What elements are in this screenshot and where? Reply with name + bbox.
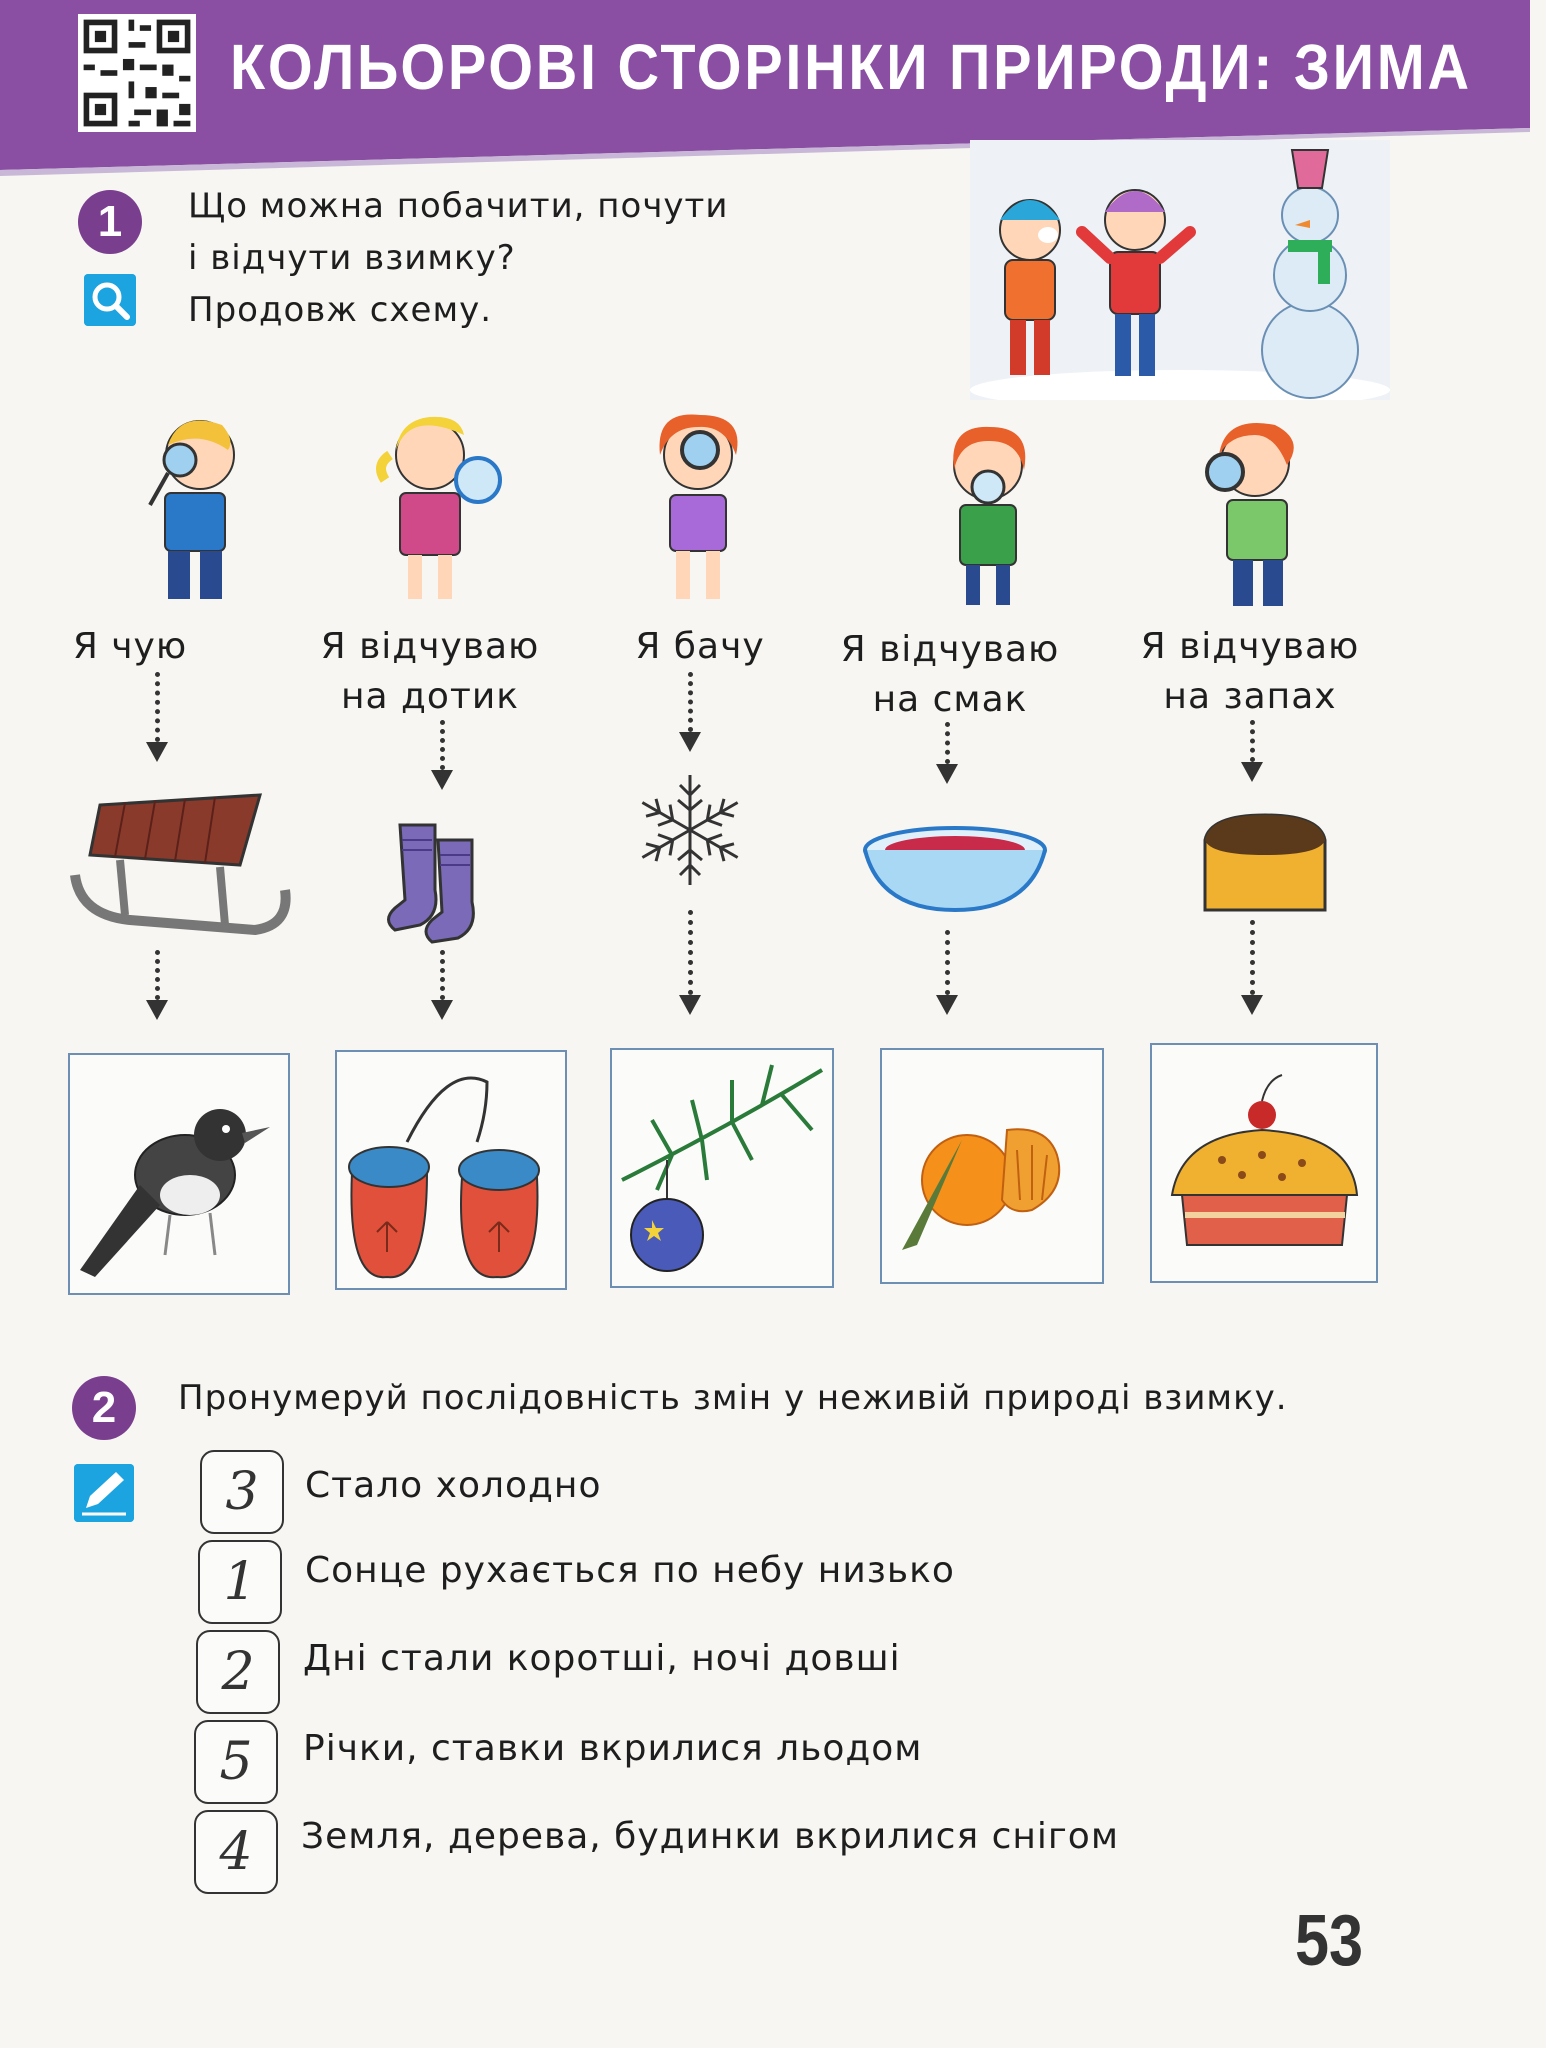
arrow-connector	[688, 672, 693, 732]
child-taste-figure	[920, 415, 1060, 610]
drawing-box-hearing	[68, 1053, 290, 1295]
arrowhead-icon	[431, 770, 453, 790]
sequence-item: Річки, ставки вкрилися льодом	[303, 1728, 923, 1769]
arrowhead-icon	[679, 995, 701, 1015]
arrowhead-icon	[431, 1000, 453, 1020]
arrowhead-icon	[146, 742, 168, 762]
page-number: 53	[1295, 1901, 1364, 1981]
mittens-drawing-icon	[337, 1052, 565, 1288]
arrow-connector	[945, 930, 950, 995]
drawing-box-seeing	[610, 1048, 834, 1288]
cake-drawing-icon	[1152, 1045, 1376, 1281]
task-1-badge: 1	[78, 190, 142, 254]
task-1-line-2: і відчути взимку?	[188, 238, 516, 278]
sled-icon	[70, 785, 300, 945]
pencil-icon	[74, 1464, 134, 1522]
sequence-item: Дні стали коротші, ночі довші	[303, 1638, 901, 1679]
sequence-item: Сонце рухається по небу низько	[305, 1550, 955, 1591]
fir-branch-ornament-drawing-icon	[612, 1050, 832, 1286]
bird-drawing-icon	[70, 1055, 288, 1293]
arrowhead-icon	[679, 732, 701, 752]
arrow-connector	[1250, 920, 1255, 995]
tangerine-drawing-icon	[882, 1050, 1102, 1282]
bread-icon	[1195, 810, 1335, 920]
arrow-connector	[1250, 720, 1255, 762]
label-smell: Я відчуваю на запах	[1140, 626, 1360, 717]
task-1-line-1: Що можна побачити, почути	[188, 186, 729, 226]
answer-box[interactable]: 4	[194, 1810, 278, 1894]
child-smell-figure	[1175, 410, 1325, 610]
answer-box[interactable]: 2	[196, 1630, 280, 1714]
winter-kids-illustration	[970, 140, 1390, 400]
label-touch: Я відчуваю на дотик	[320, 626, 540, 717]
arrow-connector	[440, 950, 445, 1000]
arrow-connector	[440, 720, 445, 770]
arrowhead-icon	[936, 995, 958, 1015]
socks-icon	[380, 820, 500, 945]
arrowhead-icon	[146, 1000, 168, 1020]
child-touch-figure	[360, 405, 510, 605]
qr-code-icon[interactable]	[78, 14, 196, 132]
arrow-connector	[155, 950, 160, 1000]
drawing-box-taste	[880, 1048, 1104, 1284]
arrow-connector	[155, 672, 160, 742]
label-hearing: Я чую	[72, 626, 188, 667]
sequence-item: Стало холодно	[305, 1465, 602, 1506]
magnifier-icon	[84, 274, 136, 326]
arrowhead-icon	[1241, 995, 1263, 1015]
task-2-instruction: Пронумеруй послідовність змін у неживій природі взимку.	[178, 1378, 1288, 1418]
task-1-line-3: Продовж схему.	[188, 290, 493, 330]
page-title: КОЛЬОРОВІ СТОРІНКИ ПРИРОДИ: ЗИМА	[230, 31, 1472, 103]
answer-box[interactable]: 5	[194, 1720, 278, 1804]
answer-box[interactable]: 3	[200, 1450, 284, 1534]
label-seeing: Я бачу	[635, 626, 765, 667]
soup-bowl-icon	[860, 825, 1050, 915]
answer-box[interactable]: 1	[198, 1540, 282, 1624]
drawing-box-touch	[335, 1050, 567, 1290]
arrowhead-icon	[1241, 762, 1263, 782]
task-2-badge: 2	[72, 1376, 136, 1440]
snowflake-icon	[630, 770, 750, 890]
sequence-item: Земля, дерева, будинки вкрилися снігом	[301, 1816, 1119, 1857]
label-taste: Я відчуваю на смак	[840, 629, 1060, 720]
drawing-box-smell	[1150, 1043, 1378, 1283]
arrowhead-icon	[936, 764, 958, 784]
arrow-connector	[945, 722, 950, 764]
arrow-connector	[688, 910, 693, 995]
child-hearing-figure	[110, 405, 260, 605]
child-seeing-figure	[630, 405, 770, 605]
